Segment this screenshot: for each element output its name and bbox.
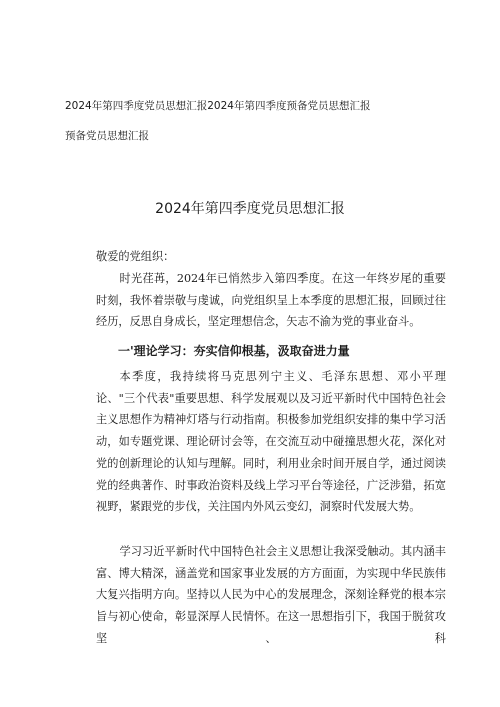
paragraph-intro: 时光荏苒，2024年已悄然步入第四季度。在这一年终岁尾的重要时刻，我怀着崇敬与虔诚，向党组织呈上本季度的思想汇报，回顾过往经历，反思自身成长，坚定理想信念，矢志不渝为党的事业奋斗。 [96,272,446,329]
salutation: 敬爱的党组织： [96,250,175,263]
paragraph-xi-thought: 学习习近平新时代中国特色社会主义思想让我深受触动。其内涵丰富、博大精深，涵盖党和国家事业发展的方方面面，为实现中华民族伟大复兴指明方向。坚持以人民为中心的发展理念，深刻诠释党的根本宗旨与初心使命，彰显深厚人民情怀。在这一思想指引下，我国于脱贫攻坚、科 [96,545,446,645]
document-heading-line-1: 2024年第四季度党员思想汇报2024年第四季度预备党员思想汇报 [65,100,371,112]
document-heading-line-2: 预备党员思想汇报 [65,130,149,142]
section-heading-theory-study: 一'理论学习：夯实信仰根基，汲取奋进力量 [118,344,350,358]
paragraph-theory-study: 本季度，我持续将马克思列宁主义、毛泽东思想、邓小平理论、"三个代表"重要思想、科学发展观以及习近平新时代中国特色社会主义思想作为精神灯塔与行动指南。积极参加党组织安排的集中学习活动，如专题党课、理论研讨会等，在交流互动中碰撞思想火花，深化对党的创新理论的认知与理解。同时，利用业余时间开展自学，通过阅读党的经典著作、时事政治资料及线上学习平台等途径，广泛涉猎，拓宽视野，紧跟党的步伐，关注国内外风云变幻，洞察时代发展大势。 [96,370,446,514]
document-title: 2024年第四季度党员思想汇报 [155,201,345,217]
